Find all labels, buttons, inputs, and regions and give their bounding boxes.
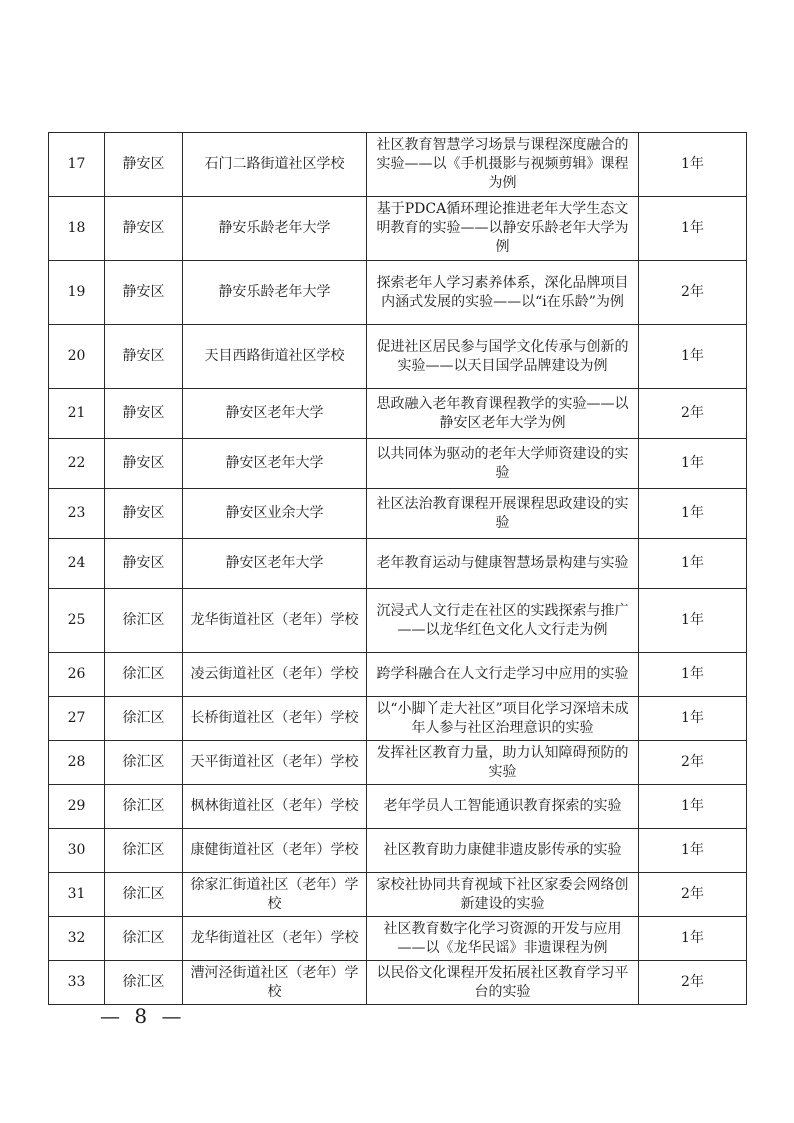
district-cell: 徐汇区 <box>105 829 183 873</box>
duration-cell: 2年 <box>639 389 747 439</box>
district-cell: 徐汇区 <box>105 785 183 829</box>
project-cell: 思政融入老年教育课程教学的实验——以静安区老年大学为例 <box>367 389 639 439</box>
district-cell: 静安区 <box>105 197 183 261</box>
project-cell: 发挥社区教育力量，助力认知障碍预防的实验 <box>367 741 639 785</box>
district-cell: 徐汇区 <box>105 917 183 961</box>
unit-cell: 枫林街道社区（老年）学校 <box>183 785 367 829</box>
project-cell: 以共同体为驱动的老年大学师资建设的实验 <box>367 439 639 489</box>
table-row <box>49 589 747 653</box>
project-cell: 社区法治教育课程开展课程思政建设的实验 <box>367 489 639 539</box>
duration-cell: 1年 <box>639 489 747 539</box>
district-cell: 静安区 <box>105 489 183 539</box>
project-cell: 沉浸式人文行走在社区的实践探索与推广——以龙华红色文化人文行走为例 <box>367 589 639 653</box>
row-number: 20 <box>49 325 105 389</box>
unit-cell: 静安区老年大学 <box>183 539 367 589</box>
row-number: 19 <box>49 261 105 325</box>
duration-cell: 2年 <box>639 741 747 785</box>
district-cell: 徐汇区 <box>105 589 183 653</box>
duration-cell: 1年 <box>639 785 747 829</box>
district-cell: 静安区 <box>105 133 183 197</box>
project-cell: 老年教育运动与健康智慧场景构建与实验 <box>367 539 639 589</box>
row-number: 18 <box>49 197 105 261</box>
row-number: 33 <box>49 961 105 1005</box>
duration-cell: 1年 <box>639 539 747 589</box>
duration-cell: 1年 <box>639 697 747 741</box>
duration-cell: 1年 <box>639 917 747 961</box>
table-row <box>49 873 747 917</box>
table-row <box>49 697 747 741</box>
unit-cell: 徐家汇街道社区（老年）学校 <box>183 873 367 917</box>
project-table <box>48 132 747 1005</box>
row-number: 32 <box>49 917 105 961</box>
unit-cell: 静安区老年大学 <box>183 389 367 439</box>
row-number: 28 <box>49 741 105 785</box>
district-cell: 静安区 <box>105 439 183 489</box>
unit-cell: 凌云街道社区（老年）学校 <box>183 653 367 697</box>
duration-cell: 1年 <box>639 439 747 489</box>
project-cell: 家校社协同共育视域下社区家委会网络创新建设的实验 <box>367 873 639 917</box>
table-row <box>49 489 747 539</box>
project-cell: 探索老年人学习素养体系，深化品牌项目内涵式发展的实验——以“i在乐龄”为例 <box>367 261 639 325</box>
district-cell: 徐汇区 <box>105 741 183 785</box>
table-row <box>49 325 747 389</box>
duration-cell: 1年 <box>639 197 747 261</box>
unit-cell: 静安乐龄老年大学 <box>183 197 367 261</box>
page-number: — 8 — <box>100 1004 186 1028</box>
unit-cell: 静安区老年大学 <box>183 439 367 489</box>
table-row <box>49 741 747 785</box>
duration-cell: 1年 <box>639 133 747 197</box>
row-number: 25 <box>49 589 105 653</box>
project-cell: 社区教育助力康健非遗皮影传承的实验 <box>367 829 639 873</box>
row-number: 22 <box>49 439 105 489</box>
unit-cell: 龙华街道社区（老年）学校 <box>183 917 367 961</box>
project-cell: 促进社区居民参与国学文化传承与创新的实验——以天目国学品牌建设为例 <box>367 325 639 389</box>
unit-cell: 龙华街道社区（老年）学校 <box>183 589 367 653</box>
row-number: 29 <box>49 785 105 829</box>
duration-cell: 2年 <box>639 961 747 1005</box>
table-row <box>49 829 747 873</box>
project-cell: 社区教育数字化学习资源的开发与应用——以《龙华民谣》非遗课程为例 <box>367 917 639 961</box>
unit-cell: 石门二路街道社区学校 <box>183 133 367 197</box>
district-cell: 静安区 <box>105 325 183 389</box>
row-number: 31 <box>49 873 105 917</box>
project-cell: 基于PDCA循环理论推进老年大学生态文明教育的实验——以静安乐龄老年大学为例 <box>367 197 639 261</box>
row-number: 23 <box>49 489 105 539</box>
table-row <box>49 961 747 1005</box>
unit-cell: 漕河泾街道社区（老年）学校 <box>183 961 367 1005</box>
unit-cell: 长桥街道社区（老年）学校 <box>183 697 367 741</box>
duration-cell: 1年 <box>639 829 747 873</box>
table-row <box>49 917 747 961</box>
unit-cell: 静安乐龄老年大学 <box>183 261 367 325</box>
row-number: 26 <box>49 653 105 697</box>
district-cell: 徐汇区 <box>105 653 183 697</box>
table-row <box>49 133 747 197</box>
row-number: 21 <box>49 389 105 439</box>
project-cell: 以民俗文化课程开发拓展社区教育学习平台的实验 <box>367 961 639 1005</box>
table-row <box>49 653 747 697</box>
unit-cell: 康健街道社区（老年）学校 <box>183 829 367 873</box>
row-number: 24 <box>49 539 105 589</box>
table-row <box>49 539 747 589</box>
district-cell: 静安区 <box>105 261 183 325</box>
table-row <box>49 197 747 261</box>
table-body <box>49 133 747 1005</box>
project-cell: 跨学科融合在人文行走学习中应用的实验 <box>367 653 639 697</box>
table-row <box>49 439 747 489</box>
table-row <box>49 261 747 325</box>
district-cell: 静安区 <box>105 539 183 589</box>
duration-cell: 1年 <box>639 325 747 389</box>
unit-cell: 天平街道社区（老年）学校 <box>183 741 367 785</box>
duration-cell: 1年 <box>639 653 747 697</box>
row-number: 27 <box>49 697 105 741</box>
district-cell: 静安区 <box>105 389 183 439</box>
unit-cell: 天目西路街道社区学校 <box>183 325 367 389</box>
row-number: 17 <box>49 133 105 197</box>
district-cell: 徐汇区 <box>105 697 183 741</box>
unit-cell: 静安区业余大学 <box>183 489 367 539</box>
duration-cell: 2年 <box>639 873 747 917</box>
table-row <box>49 785 747 829</box>
duration-cell: 1年 <box>639 589 747 653</box>
row-number: 30 <box>49 829 105 873</box>
project-cell: 以“小脚丫走大社区”项目化学习深培未成年人参与社区治理意识的实验 <box>367 697 639 741</box>
duration-cell: 2年 <box>639 261 747 325</box>
project-cell: 社区教育智慧学习场景与课程深度融合的实验——以《手机摄影与视频剪辑》课程为例 <box>367 133 639 197</box>
district-cell: 徐汇区 <box>105 961 183 1005</box>
project-cell: 老年学员人工智能通识教育探索的实验 <box>367 785 639 829</box>
table-row <box>49 389 747 439</box>
district-cell: 徐汇区 <box>105 873 183 917</box>
